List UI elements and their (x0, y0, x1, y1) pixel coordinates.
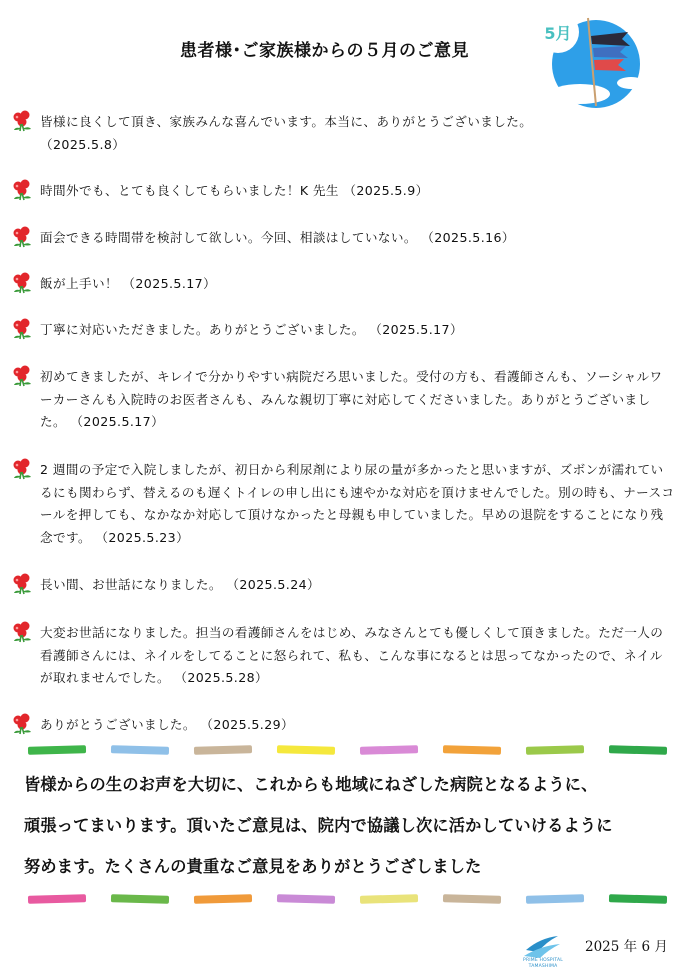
hospital-logo-text: PRIME HOSPITAL TAMASHIMA (523, 958, 563, 969)
comment-text: 2 週間の予定で入院しましたが、初日から利尿剤により尿の量が多かったと思いますが、ズボンが濡れているにも関わらず、替えるのも遅くトイレの申し出にも速やかな対応を頂けませんでした。別の時も、ナースコールを押しても、なかなか対応して頂けなかったと母親も申していました。早めの退院をすることになり残念です。 (40, 462, 675, 545)
tape-strip (526, 894, 584, 904)
comment-item (10, 227, 675, 250)
tape-strip (443, 745, 501, 755)
carnation-icon (10, 712, 34, 736)
comment-text: 飯が上手い！ (40, 276, 118, 291)
comment-item (10, 574, 675, 597)
comment-date: （2025.5.17） (70, 414, 165, 429)
closing-message (24, 764, 674, 887)
comment-item (10, 366, 675, 434)
tape-strip (111, 894, 169, 904)
tape-strip (609, 745, 667, 755)
badge-label: 5月 (544, 24, 572, 43)
comment-item (10, 622, 675, 690)
comment-item (10, 111, 675, 156)
comment-item (10, 273, 675, 296)
tape-strip (28, 745, 86, 755)
tape-strip (443, 894, 501, 904)
carnation-icon (10, 572, 34, 596)
comment-date: （2025.5.17） (369, 322, 463, 337)
comment-item (10, 319, 675, 342)
comment-item (10, 459, 675, 549)
message-line: 皆様からの生のお声を大切に、これからも地域にねざした病院となるように、 (24, 775, 598, 794)
comment-text: 皆様に良くして頂き、家族みんな喜んでいます。本当に、ありがとうございました。 (40, 114, 533, 129)
tape-divider-bottom (0, 893, 681, 905)
tape-strip (194, 894, 252, 904)
carnation-icon (10, 178, 34, 202)
comment-date: （2025.5.9） (343, 183, 429, 198)
comment-date: （2025.5.28） (174, 670, 269, 685)
page-title: 患者様･ご家族様からの５月のご意見 (180, 41, 469, 61)
carnation-icon (10, 317, 34, 341)
tape-strip (360, 894, 418, 904)
comment-date: （2025.5.24） (226, 577, 321, 592)
tape-strip (28, 894, 86, 904)
comment-date: （2025.5.17） (122, 276, 217, 291)
carnation-icon (10, 271, 34, 295)
comment-text: 丁寧に対応いただきました。ありがとうございました。 (40, 322, 365, 337)
comment-date: （2025.5.29） (200, 717, 295, 732)
carnation-icon (10, 364, 34, 388)
cloud (550, 84, 610, 104)
issue-date: 2025 年 6 月 (585, 939, 668, 955)
carnation-icon (10, 109, 34, 133)
message-line: 頑張ってまいります。頂いたご意見は、院内で協議し次に活かしていけるように (24, 816, 613, 835)
carnation-icon (10, 620, 34, 644)
comment-text: 初めてきましたが、キレイで分かりやすい病院だろ思いました。受付の方も、看護師さんも、ソーシャルワーカーさんも入院時のお医者さんも、みんな親切丁寧に対応してくださいました。ありがとうございました。 (40, 369, 663, 429)
tape-strip (194, 745, 252, 755)
tape-strip (111, 745, 169, 755)
carnation-icon (10, 225, 34, 249)
comment-text: 時間外でも、とても良くしてもらいました！K 先生 (40, 183, 339, 198)
message-line: 努めます。たくさんの貴重なご意見をありがとうござしました (24, 857, 482, 876)
comment-date: （2025.5.23） (95, 529, 190, 545)
cloud (617, 77, 645, 89)
tape-strip (277, 745, 335, 755)
tape-strip (609, 894, 667, 904)
tape-strip (360, 745, 418, 755)
tape-divider-top (0, 744, 681, 756)
comment-date: （2025.5.8） (40, 136, 126, 152)
comment-text: ありがとうございました。 (40, 717, 196, 732)
comment-item (10, 714, 675, 737)
tape-strip (526, 745, 584, 755)
comment-text: 長い間、お世話になりました。 (40, 577, 222, 592)
tape-strip (277, 894, 335, 904)
comment-text: 面会できる時間帯を検討して欲しい。今回、相談はしていない。 (40, 230, 417, 245)
comment-date: （2025.5.16） (421, 230, 515, 245)
comment-item (10, 180, 675, 203)
carnation-icon (10, 457, 34, 481)
comment-text: 大変お世話になりました。担当の看護師さんをはじめ、みなさんとても優しくして頂きました。ただ一人の看護師さんには、ネイルをしてることに怒られて、私も、こんな事になるとは思ってなかったので、ネイルが取れませんでした。 (40, 625, 664, 685)
koinobori-badge (536, 8, 646, 108)
